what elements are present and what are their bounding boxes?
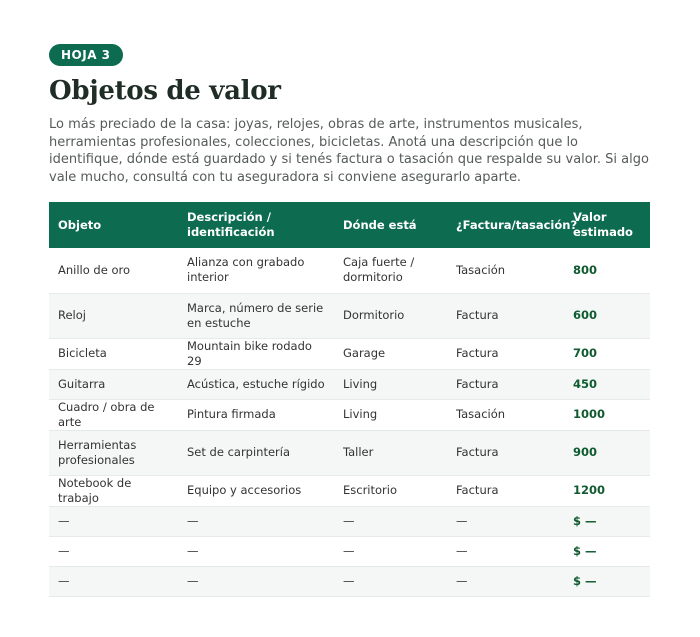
- cell-valor: $ —: [573, 573, 597, 588]
- cell-donde-esta: —: [343, 573, 355, 588]
- header-objeto: Objeto: [58, 217, 102, 232]
- cell-valor: 800: [573, 262, 598, 277]
- cell-descripcion: —: [187, 543, 199, 558]
- cell-donde-esta: Dormitorio: [343, 308, 405, 322]
- cell-descripcion: Marca, número de serie en estuche: [187, 300, 324, 330]
- cell-donde-esta: —: [343, 543, 355, 558]
- table-row: [49, 566, 650, 596]
- table-row: [49, 399, 650, 430]
- cell-donde-esta: Escritorio: [343, 483, 398, 497]
- header-valor-estimado: Valor estimado: [573, 210, 633, 239]
- cell-objeto: Notebook de trabajo: [58, 475, 132, 505]
- cell-descripcion: Alianza con grabado interior: [187, 255, 305, 285]
- cell-valor: 1200: [573, 483, 606, 497]
- cell-valor: 700: [573, 346, 598, 360]
- header-descripcion: Descripción / identificación: [187, 210, 275, 239]
- cell-objeto: Herramientas profesionales: [58, 437, 137, 467]
- cell-valor: 900: [573, 445, 598, 459]
- cell-donde-esta: Garage: [343, 346, 386, 360]
- table-row: [49, 506, 650, 536]
- cell-valor: $ —: [573, 513, 597, 528]
- cell-objeto: Anillo de oro: [58, 262, 131, 277]
- cell-valor: 600: [573, 308, 598, 322]
- table-row: [49, 369, 650, 399]
- valuables-table: [49, 202, 650, 597]
- cell-descripcion: Mountain bike rodado 29: [187, 338, 312, 368]
- cell-objeto: Cuadro / obra de arte: [58, 399, 155, 429]
- cell-factura: Factura: [456, 376, 499, 391]
- cell-factura: —: [456, 573, 468, 588]
- table-row: [49, 536, 650, 566]
- cell-factura: Factura: [456, 308, 499, 322]
- cell-objeto: —: [58, 513, 70, 528]
- page-title: Objetos de valor: [49, 76, 281, 106]
- cell-factura: Factura: [456, 445, 499, 459]
- cell-descripcion: Set de carpintería: [187, 445, 291, 459]
- cell-factura: —: [456, 513, 468, 528]
- cell-factura: Tasación: [456, 407, 506, 421]
- cell-factura: Tasación: [456, 262, 506, 277]
- cell-factura: Factura: [456, 346, 499, 360]
- cell-donde-esta: —: [343, 513, 355, 528]
- cell-factura: Factura: [456, 483, 499, 497]
- cell-objeto: Guitarra: [58, 376, 106, 391]
- cell-factura: —: [456, 543, 468, 558]
- header-donde-esta: Dónde está: [343, 217, 417, 232]
- cell-objeto: —: [58, 543, 70, 558]
- header-factura-tasacion: ¿Factura/tasación?: [456, 217, 578, 232]
- table-row: [49, 293, 650, 338]
- sheet-badge: HOJA 3: [49, 44, 123, 66]
- cell-descripcion: —: [187, 573, 199, 588]
- cell-donde-esta: Caja fuerte / dormitorio: [343, 255, 415, 285]
- table-row: [49, 475, 650, 506]
- cell-valor: 1000: [573, 407, 606, 421]
- cell-donde-esta: Taller: [343, 445, 374, 459]
- table-row: [49, 338, 650, 369]
- table-row: [49, 430, 650, 475]
- cell-descripcion: Acústica, estuche rígido: [187, 376, 325, 391]
- cell-objeto: Bicicleta: [58, 346, 107, 360]
- cell-donde-esta: Living: [343, 376, 378, 391]
- cell-objeto: —: [58, 573, 70, 588]
- cell-valor: $ —: [573, 543, 597, 558]
- cell-valor: 450: [573, 376, 598, 391]
- table-header-row: [49, 202, 650, 248]
- cell-objeto: Reloj: [58, 308, 86, 322]
- cell-descripcion: —: [187, 513, 199, 528]
- table-row: [49, 248, 650, 293]
- cell-donde-esta: Living: [343, 407, 378, 421]
- cell-descripcion: Equipo y accesorios: [187, 483, 302, 497]
- cell-descripcion: Pintura firmada: [187, 407, 276, 421]
- intro-text: Lo más preciado de la casa: joyas, relojes, obras de arte, instrumentos musicales, herramientas profesionales, colecciones, bicicletas. Anotá una descripción que lo identifique, dónde está guardado y si tenés factura o tasación que respalde su valor. Si algo vale mucho, consultá con tu aseguradora si conviene asegurarlo aparte.: [49, 117, 649, 185]
